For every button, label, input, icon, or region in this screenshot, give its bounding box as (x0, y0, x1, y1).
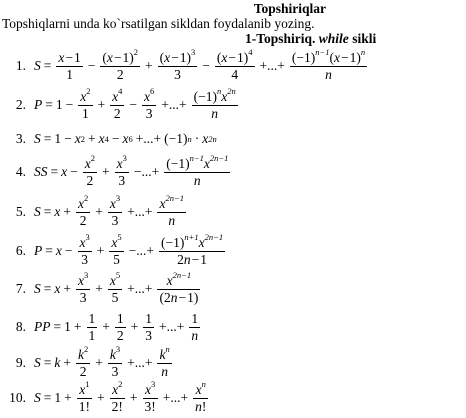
task-heading-suffix: sikli (352, 31, 377, 46)
task-item-9 (0, 343, 174, 380)
task-number: 3. (15, 131, 26, 146)
task-number: 10. (9, 390, 26, 405)
task-number: 4. (15, 164, 26, 179)
task-formula: PP = 1 + $\frac{1}{1}$ + $\frac{1}{2}$ + $\frac{1}{3}$ +...+ $\frac{1}{n}$ (34, 310, 199, 343)
instruction-text: Topshiqlarni unda ko`rsatilgan sikldan foydalanib yozing. (2, 16, 315, 31)
task-number: 5. (15, 204, 26, 219)
task-number: 2. (15, 97, 26, 112)
task-formula: P = x − $\frac{x^3}{3}$ + $\frac{x^5}{5}$ −...+ $\frac{(-1)^{n+1}x^{2n-1}}{2n-1}$ (34, 231, 224, 267)
task-item-2 (0, 85, 240, 122)
task-formula: S = x + $\frac{x^2}{2}$ + $\frac{x^3}{3}$ +...+ $\frac{x^{2n-1}}{n}$ (34, 192, 184, 228)
task-heading-loop-keyword: while (318, 31, 349, 46)
task-item-7 (0, 269, 202, 306)
task-number: 8. (15, 319, 26, 334)
task-formula: S = $\frac{x-1}{1}$ − $\frac{(x-1)^2}{2}$ + $\frac{(x-1)^3}{3}$ − $\frac{(x-1)^4}{4}$ +...+ $\frac{(-1)^{n-1}(x-1)^n}{n}$ (34, 46, 366, 82)
task-heading-prefix: 1-Topshiriq. (245, 31, 316, 46)
task-heading (245, 31, 376, 47)
task-item-8 (0, 310, 202, 344)
task-formula: S = 1 − x 2 + x 4 − x 6 +...+ (−1) n · x 2n (34, 131, 217, 146)
task-formula: SS = x − $\frac{x^2}{2}$ + $\frac{x^3}{3}$ −...+ $\frac{(-1)^{n-1}x^{2n-1}}{n}$ (34, 152, 229, 188)
task-item-6 (0, 231, 227, 268)
task-formula: S = x + $\frac{x^3}{3}$ + $\frac{x^5}{5}$ +...+ $\frac{x^{2n-1}}{(2n-1)}$ (34, 269, 199, 305)
task-number: 6. (15, 243, 26, 258)
task-number: 7. (15, 281, 26, 296)
task-number: 1. (15, 58, 26, 73)
task-item-10 (0, 378, 210, 415)
task-formula: P = 1 − $\frac{x^2}{1}$ + $\frac{x^4}{2}$ − $\frac{x^6}{3}$ +...+ $\frac{(-1)^nx^{2n}}{n}$ (34, 85, 236, 121)
task-item-1 (0, 46, 369, 83)
task-item-3 (0, 122, 217, 156)
task-item-4 (0, 152, 232, 189)
task-formula: S = k + $\frac{k^2}{2}$ + $\frac{k^3}{3}$ +...+ $\frac{k^n}{n}$ (34, 343, 170, 379)
task-item-5 (0, 192, 188, 229)
task-number: 9. (15, 355, 26, 370)
page-title: Topshiriqlar (253, 1, 326, 16)
task-formula: S = 1 + $\frac{x^1}{1!}$ + $\frac{x^2}{2!}$ + $\frac{x^3}{3!}$ +...+ $\frac{x^n}{n!}$ (34, 378, 207, 414)
